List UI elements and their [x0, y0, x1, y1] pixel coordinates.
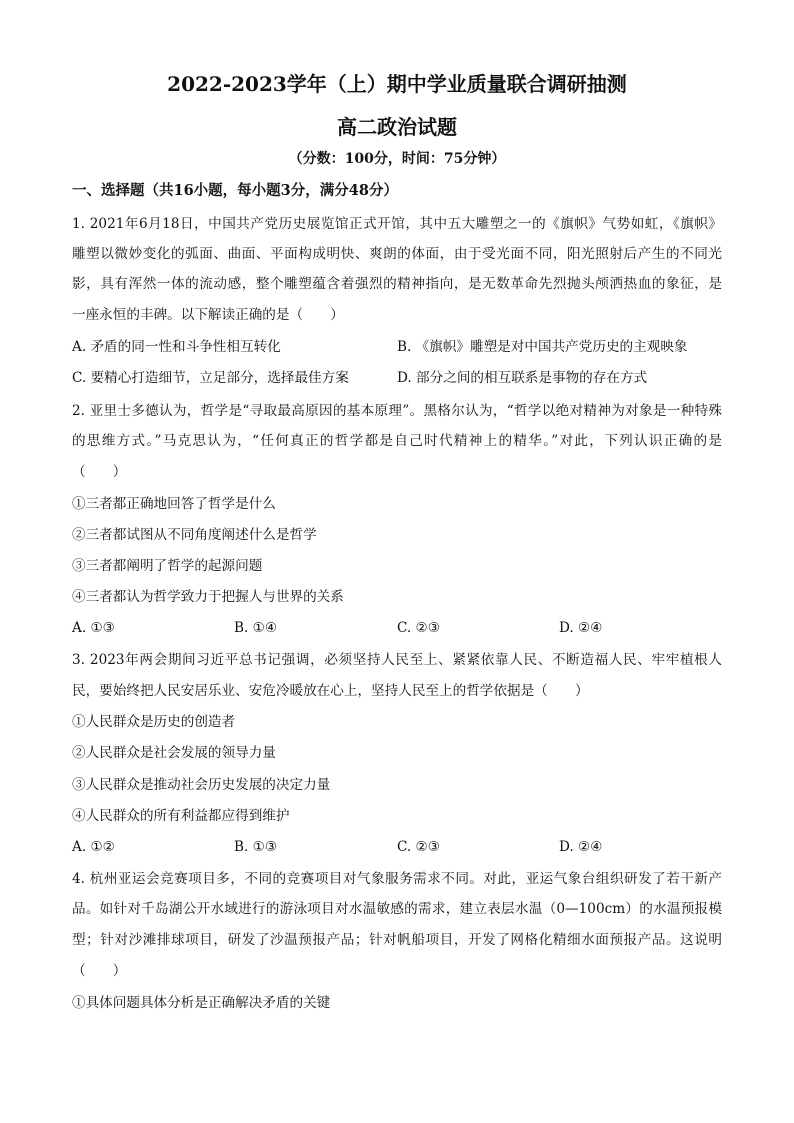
- q4-text-line-4: （ ）: [72, 963, 127, 979]
- section-heading: 一、选择题（共16小题，每小题3分，满分48分）: [72, 182, 398, 199]
- q2-option-b: B. ①④: [234, 620, 278, 636]
- exam-title: 2022-2023学年（上）期中学业质量联合调研抽测: [167, 72, 627, 96]
- q2-text-line-3: （ ）: [72, 464, 127, 480]
- exam-info: （分数：100分，时间：75分钟）: [288, 151, 506, 167]
- q4-text-line-1: 4. 杭州亚运会竞赛项目多，不同的竞赛项目对气象服务需求不同。对此，亚运气象台组织研发了若干新产: [72, 871, 722, 887]
- exam-subject: 高二政治试题: [337, 115, 457, 139]
- q2-option-d: D. ②④: [559, 620, 603, 636]
- q3-option-b: B. ①③: [234, 839, 278, 855]
- q2-text-line-2: 的思维方式。”马克思认为，“任何真正的哲学都是自己时代精神上的精华。”对此，下列认识正确的是: [72, 433, 722, 449]
- q2-item-2: ②三者都试图从不同角度阐述什么是哲学: [72, 527, 317, 543]
- q2-option-c: C. ②③: [397, 620, 440, 636]
- q3-item-3: ③人民群众是推动社会历史发展的决定力量: [72, 777, 331, 793]
- q2-item-3: ③三者都阐明了哲学的起源问题: [72, 558, 263, 574]
- q2-item-4: ④三者都认为哲学致力于把握人与世界的关系: [72, 589, 344, 605]
- q4-text-line-3: 型；针对沙滩排球项目，研发了沙温预报产品；针对帆船项目，开发了网格化精细水面预报产品。这说明: [72, 932, 722, 948]
- q4-item-1: ①具体问题具体分析是正确解决矛盾的关键: [72, 995, 331, 1011]
- q1-text-line-4: 一座永恒的丰碑。以下解读正确的是（ ）: [72, 307, 344, 323]
- q3-item-1: ①人民群众是历史的创造者: [72, 714, 236, 730]
- q3-text-line-2: 民，要始终把人民安居乐业、安危冷暖放在心上，坚持人民至上的哲学依据是（ ）: [72, 683, 589, 699]
- q1-option-a: A. 矛盾的同一性和斗争性相互转化: [72, 339, 281, 355]
- q2-text-line-1: 2. 亚里士多德认为，哲学是“寻取最高原因的基本原理”。黑格尔认为，“哲学以绝对精神为对象是一种特殊: [72, 403, 722, 419]
- q1-option-d: D. 部分之间的相互联系是事物的存在方式: [397, 370, 648, 386]
- q2-item-1: ①三者都正确地回答了哲学是什么: [72, 496, 276, 512]
- q1-option-b: B. 《旗帜》雕塑是对中国共产党历史的主观映象: [397, 339, 688, 355]
- q3-text-line-1: 3. 2023年两会期间习近平总书记强调，必须坚持人民至上、紧紧依靠人民、不断造福人民、牢牢植根人: [72, 652, 722, 668]
- q1-option-c: C. 要精心打造细节，立足部分，选择最佳方案: [72, 370, 349, 386]
- q3-option-c: C. ②③: [397, 839, 440, 855]
- q1-text-line-1: 1. 2021年6月18日，中国共产党历史展览馆正式开馆，其中五大雕塑之一的《旗帜》气势如虹，《旗帜》: [72, 216, 722, 232]
- q3-option-d: D. ②④: [559, 839, 603, 855]
- q1-text-line-2: 雕塑以微妙变化的弧面、曲面、平面构成明快、爽朗的体面，由于受光面不同，阳光照射后产生的不同光: [72, 246, 722, 262]
- q2-option-a: A. ①③: [72, 620, 115, 636]
- q3-item-4: ④人民群众的所有利益都应得到维护: [72, 808, 290, 824]
- q4-text-line-2: 品。如针对千岛湖公开水域进行的游泳项目对水温敏感的需求，建立表层水温（0—100cm）的水温预报模: [72, 901, 722, 917]
- q1-text-line-3: 影，具有浑然一体的流动感，整个雕塑蕴含着强烈的精神指向，是无数革命先烈抛头颅洒热血的象征，是: [72, 276, 722, 292]
- q3-option-a: A. ①②: [72, 839, 115, 855]
- q3-item-2: ②人民群众是社会发展的领导力量: [72, 745, 276, 761]
